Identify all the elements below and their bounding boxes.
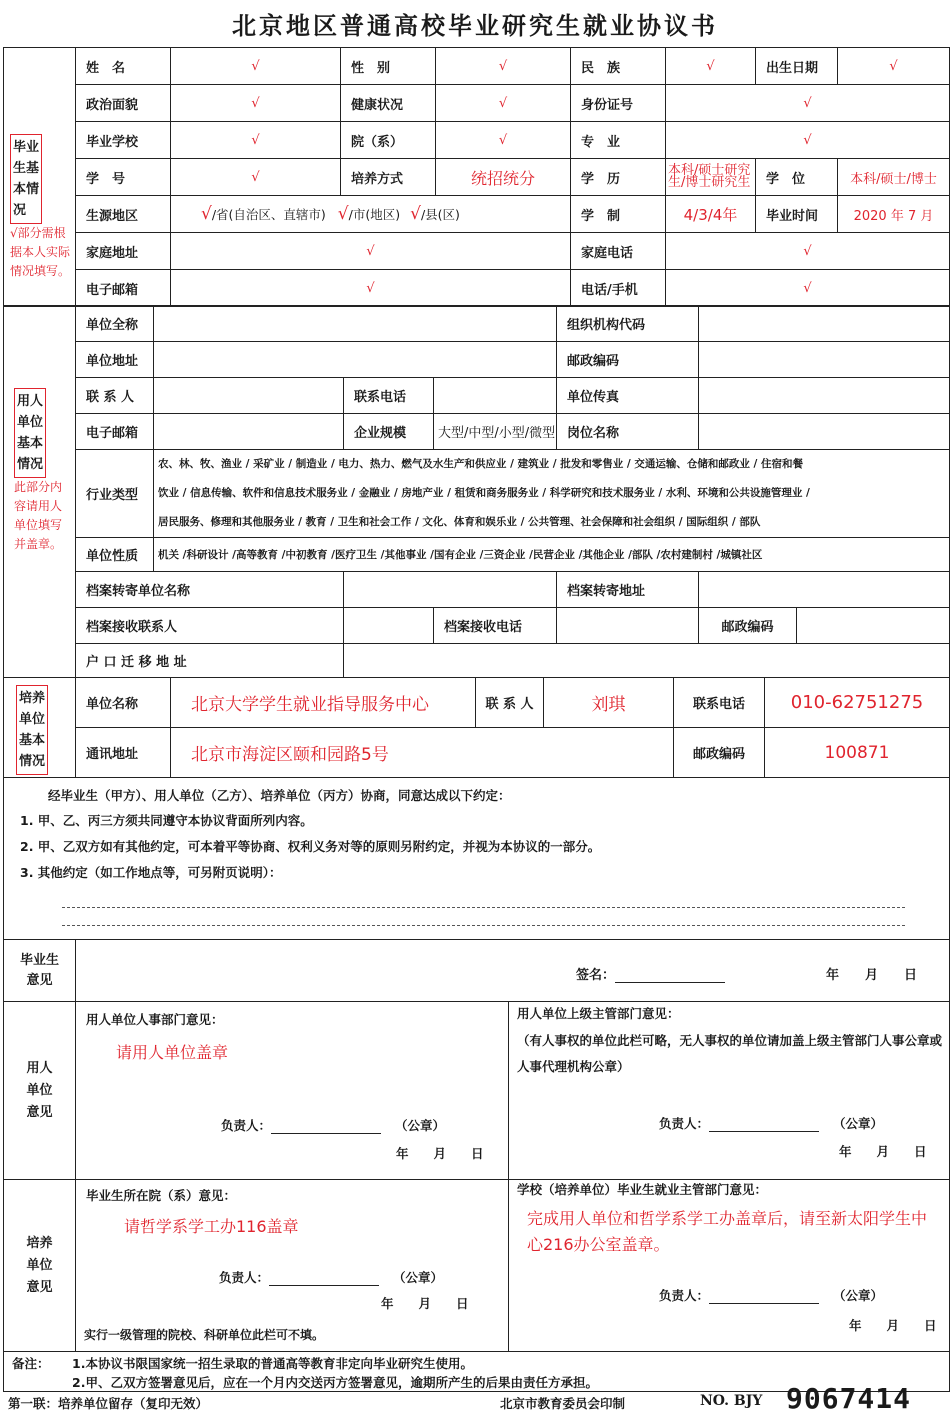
unit-postcode-field[interactable] bbox=[699, 342, 950, 378]
hr-opinion-label: 用人单位人事部门意见： bbox=[86, 1012, 224, 1027]
length-label: 学 制 bbox=[571, 196, 666, 233]
dept-field[interactable]: √ bbox=[436, 122, 571, 159]
trainer-phone-value[interactable]: 010-62751275 bbox=[765, 678, 950, 728]
industry-label: 行业类型 bbox=[76, 450, 154, 538]
agreement-item-2: 2. 甲、乙双方如有其他约定，可本着平等协商、权利义务对等的原则另附约定，并视为本协议的一部分。 bbox=[20, 839, 601, 854]
school-opinion-label: 学校（培养单位）毕业生就业主管部门意见： bbox=[517, 1182, 768, 1197]
remark-2: 2.甲、乙双方签署意见后，应在一个月内交送丙方签署意见，逾期所产生的后果由责任方承担。 bbox=[72, 1375, 598, 1390]
unit-email-field[interactable] bbox=[154, 414, 344, 450]
home-phone-label: 家庭电话 bbox=[571, 233, 666, 270]
hr-opinion-note: 请用人单位盖章 bbox=[116, 1043, 229, 1062]
trainer-unit-label: 单位名称 bbox=[76, 678, 171, 728]
school-opinion-note: 完成用人单位和哲学系学工办盖章后，请至新太阳学生中心216办公室盖章。 bbox=[527, 1209, 928, 1254]
unit-fax-field[interactable] bbox=[699, 378, 950, 414]
politics-field[interactable]: √ bbox=[171, 85, 341, 122]
mobile-label: 电话/手机 bbox=[571, 270, 666, 307]
unit-name-label: 单位全称 bbox=[76, 306, 154, 342]
agreement-item-3: 3. 其他约定（如工作地点等，可另附页说明）： bbox=[20, 865, 282, 880]
archive-unit-label: 档案转寄单位名称 bbox=[76, 572, 344, 608]
gender-field[interactable]: √ bbox=[436, 48, 571, 85]
org-code-label: 组织机构代码 bbox=[557, 306, 699, 342]
archive-address-field[interactable] bbox=[699, 572, 950, 608]
unit-address-label: 单位地址 bbox=[76, 342, 154, 378]
serial-number: 9067414 bbox=[786, 1382, 912, 1415]
trainer-post-label: 邮政编码 bbox=[674, 728, 765, 778]
dept-opinion-cell[interactable] bbox=[76, 1180, 509, 1352]
archive-phone-label: 档案接收电话 bbox=[434, 608, 557, 644]
trainer-contact-value[interactable]: 刘琪 bbox=[544, 678, 674, 728]
grad-opinion-cell[interactable] bbox=[76, 940, 950, 1002]
unit-address-field[interactable] bbox=[154, 342, 557, 378]
document-title: 北京地区普通高校毕业研究生就业协议书 bbox=[232, 12, 718, 40]
edu-field[interactable]: 本科/硕士研究生/博士研究生 bbox=[666, 159, 756, 196]
industry-field[interactable]: 农、林、牧、渔业 / 采矿业 / 制造业 / 电力、热力、燃气及水生产和供应业 / 建筑业 / 批发和零售业 / 交通运输、仓储和邮政业 / 住宿和餐 饮业 / 信息传输、软件和信息技术服务业 / 金融业 / 房地产业 / 租赁和商务服务业 / 科学研究和技术服务业 / 水利、环境和公共设施管理业 / 居民服务、修理和其他服务业 / 教育 / 卫生和社会工作 / 文化、体育和娱乐业 / 公共管理、社会保障和社会组织 / 国际组织 / 部队 bbox=[154, 450, 950, 538]
trainer-post-value[interactable]: 100871 bbox=[765, 728, 950, 778]
birth-field[interactable]: √ bbox=[838, 48, 950, 85]
school-date: 年 月 日 bbox=[849, 1318, 937, 1333]
ethnic-label: 民 族 bbox=[571, 48, 666, 85]
birth-label: 出生日期 bbox=[756, 48, 838, 85]
unit-phone-label: 联系电话 bbox=[344, 378, 434, 414]
remarks-label: 备注： bbox=[12, 1356, 50, 1371]
trainer-unit-value[interactable]: 北京大学学生就业指导服务中心 bbox=[171, 678, 476, 728]
dept-label: 院（系） bbox=[341, 122, 436, 159]
trainer-contact-label: 联 系 人 bbox=[476, 678, 544, 728]
archive-unit-field[interactable] bbox=[344, 572, 557, 608]
archive-phone-field[interactable] bbox=[557, 608, 699, 644]
scale-field[interactable]: 大型/中型/小型/微型 bbox=[434, 414, 557, 450]
unit-contact-label: 联 系 人 bbox=[76, 378, 154, 414]
nature-label: 单位性质 bbox=[76, 538, 154, 572]
grad-time-field[interactable]: 2020 年 7 月 bbox=[838, 196, 950, 233]
org-code-field[interactable] bbox=[699, 306, 950, 342]
graduate-side-note: √部分需根据本人实际情况填写。 bbox=[10, 226, 71, 278]
name-label: 姓 名 bbox=[76, 48, 171, 85]
trainer-info-table bbox=[3, 677, 950, 778]
supervisor-date: 年 月 日 bbox=[839, 1144, 927, 1159]
grad-date: 年 月 日 bbox=[826, 968, 918, 983]
training-label: 培养方式 bbox=[341, 159, 436, 196]
employer-side-cell bbox=[4, 306, 76, 678]
agreement-table bbox=[3, 777, 950, 1392]
trainer-address-label: 通讯地址 bbox=[76, 728, 171, 778]
agreement-intro: 经毕业生（甲方）、用人单位（乙方）、培养单位（丙方）协商，同意达成以下约定： bbox=[48, 788, 511, 803]
graduate-side-cell bbox=[4, 48, 76, 307]
trainer-phone-label: 联系电话 bbox=[674, 678, 765, 728]
archive-address-label: 档案转寄地址 bbox=[557, 572, 699, 608]
position-field[interactable] bbox=[699, 414, 950, 450]
archive-contact-label: 档案接收联系人 bbox=[76, 608, 344, 644]
edu-label: 学 历 bbox=[571, 159, 666, 196]
supervisor-opinion-note: （有人事权的单位此栏可略，无人事权的单位请加盖上级主管部门人事公章或人事代理机构公章） bbox=[517, 1033, 943, 1074]
student-no-label: 学 号 bbox=[76, 159, 171, 196]
health-field[interactable]: √ bbox=[436, 85, 571, 122]
school-field[interactable]: √ bbox=[171, 122, 341, 159]
id-field[interactable]: √ bbox=[666, 85, 950, 122]
dept-opinion-note: 请哲学系学工办116盖章 bbox=[124, 1217, 299, 1236]
graduate-info-table bbox=[3, 47, 950, 307]
other-terms-line-2[interactable] bbox=[62, 908, 905, 926]
gender-label: 性 别 bbox=[341, 48, 436, 85]
home-phone-field[interactable]: √ bbox=[666, 233, 950, 270]
supervisor-opinion-cell[interactable] bbox=[509, 1002, 950, 1180]
unit-name-field[interactable] bbox=[154, 306, 557, 342]
origin-field[interactable]: √/省(自治区、直辖市) √/市(地区) √/县(区) bbox=[171, 196, 571, 233]
employer-opinion-label: 用人单位意见 bbox=[4, 1002, 76, 1180]
hr-date: 年 月 日 bbox=[396, 1146, 484, 1161]
hr-opinion-cell[interactable] bbox=[76, 1002, 509, 1180]
hr-head: 负责人： （公章） bbox=[221, 1118, 446, 1133]
trainer-side-label: 培养 单位 基本 情况 bbox=[16, 685, 48, 775]
school-label: 毕业学校 bbox=[76, 122, 171, 159]
employer-side-note: 此部分内容请用人单位填写并盖章。 bbox=[14, 480, 63, 551]
employer-info-table bbox=[3, 305, 950, 678]
supervisor-head: 负责人： （公章） bbox=[659, 1116, 884, 1131]
trainer-side-cell bbox=[4, 678, 76, 778]
hukou-field[interactable] bbox=[344, 644, 950, 678]
name-field[interactable]: √ bbox=[171, 48, 341, 85]
email-label: 电子邮箱 bbox=[76, 270, 171, 307]
politics-label: 政治面貌 bbox=[76, 85, 171, 122]
unit-postcode-label: 邮政编码 bbox=[557, 342, 699, 378]
agreement-cell bbox=[4, 778, 950, 940]
grad-time-label: 毕业时间 bbox=[756, 196, 838, 233]
printer-note: 北京市教育委员会印制 bbox=[500, 1396, 626, 1411]
agreement-item-1: 1. 甲、乙、丙三方须共同遵守本协议背面所列内容。 bbox=[20, 813, 313, 828]
email-field[interactable]: √ bbox=[171, 270, 571, 307]
dept-head: 负责人： （公章） bbox=[219, 1270, 444, 1285]
grad-opinion-label: 毕业生意见 bbox=[4, 940, 76, 1002]
school-opinion-cell[interactable] bbox=[509, 1180, 950, 1352]
nature-field[interactable]: 机关 /科研设计 /高等教育 /中初教育 /医疗卫生 /其他事业 /国有企业 /三资企业 /民营企业 /其他企业 /部队 /农村建制村 /城镇社区 bbox=[154, 538, 950, 572]
major-label: 专 业 bbox=[571, 122, 666, 159]
copy-note: 第一联：培养单位留存（复印无效） bbox=[8, 1396, 209, 1411]
training-field[interactable]: 统招统分 bbox=[436, 159, 571, 196]
grad-sign: 签名： bbox=[576, 964, 725, 983]
student-no-field[interactable]: √ bbox=[171, 159, 341, 196]
employer-side-label: 用人 单位 基本 情况 bbox=[14, 388, 46, 478]
supervisor-opinion-label: 用人单位上级主管部门意见： bbox=[517, 1006, 680, 1021]
remark-1: 1.本协议书限国家统一招生录取的普通高等教育非定向毕业研究生使用。 bbox=[72, 1356, 473, 1371]
unit-phone-field[interactable] bbox=[434, 378, 557, 414]
unit-email-label: 电子邮箱 bbox=[76, 414, 154, 450]
other-terms-line-1[interactable] bbox=[62, 886, 905, 908]
trainer-address-value[interactable]: 北京市海淀区颐和园路5号 bbox=[171, 728, 674, 778]
length-field[interactable]: 4/3/4年 bbox=[666, 196, 756, 233]
dept-opinion-label: 毕业生所在院（系）意见： bbox=[86, 1188, 237, 1203]
id-label: 身份证号 bbox=[571, 85, 666, 122]
unit-fax-label: 单位传真 bbox=[557, 378, 699, 414]
one-level-note: 实行一级管理的院校、科研单位此栏可不填。 bbox=[84, 1328, 325, 1342]
serial-label: NO. BJY bbox=[700, 1393, 763, 1409]
school-head: 负责人： （公章） bbox=[659, 1288, 884, 1303]
unit-contact-field[interactable] bbox=[154, 378, 344, 414]
archive-post-label: 邮政编码 bbox=[699, 608, 797, 644]
dept-date: 年 月 日 bbox=[381, 1296, 469, 1311]
trainer-opinion-label: 培养单位意见 bbox=[4, 1180, 76, 1352]
scale-label: 企业规模 bbox=[344, 414, 434, 450]
position-label: 岗位名称 bbox=[557, 414, 699, 450]
address-label: 家庭地址 bbox=[76, 233, 171, 270]
ethnic-field[interactable]: √ bbox=[666, 48, 756, 85]
origin-label: 生源地区 bbox=[76, 196, 171, 233]
address-field[interactable]: √ bbox=[171, 233, 571, 270]
archive-contact-field[interactable] bbox=[344, 608, 434, 644]
hukou-label: 户 口 迁 移 地 址 bbox=[76, 644, 344, 678]
health-label: 健康状况 bbox=[341, 85, 436, 122]
graduate-side-label: 毕业 生基 本情 况 bbox=[10, 134, 42, 224]
degree-field[interactable]: 本科/硕士/博士 bbox=[838, 159, 950, 196]
degree-label: 学 位 bbox=[756, 159, 838, 196]
archive-post-field[interactable] bbox=[797, 608, 950, 644]
mobile-field[interactable]: √ bbox=[666, 270, 950, 307]
major-field[interactable]: √ bbox=[666, 122, 950, 159]
